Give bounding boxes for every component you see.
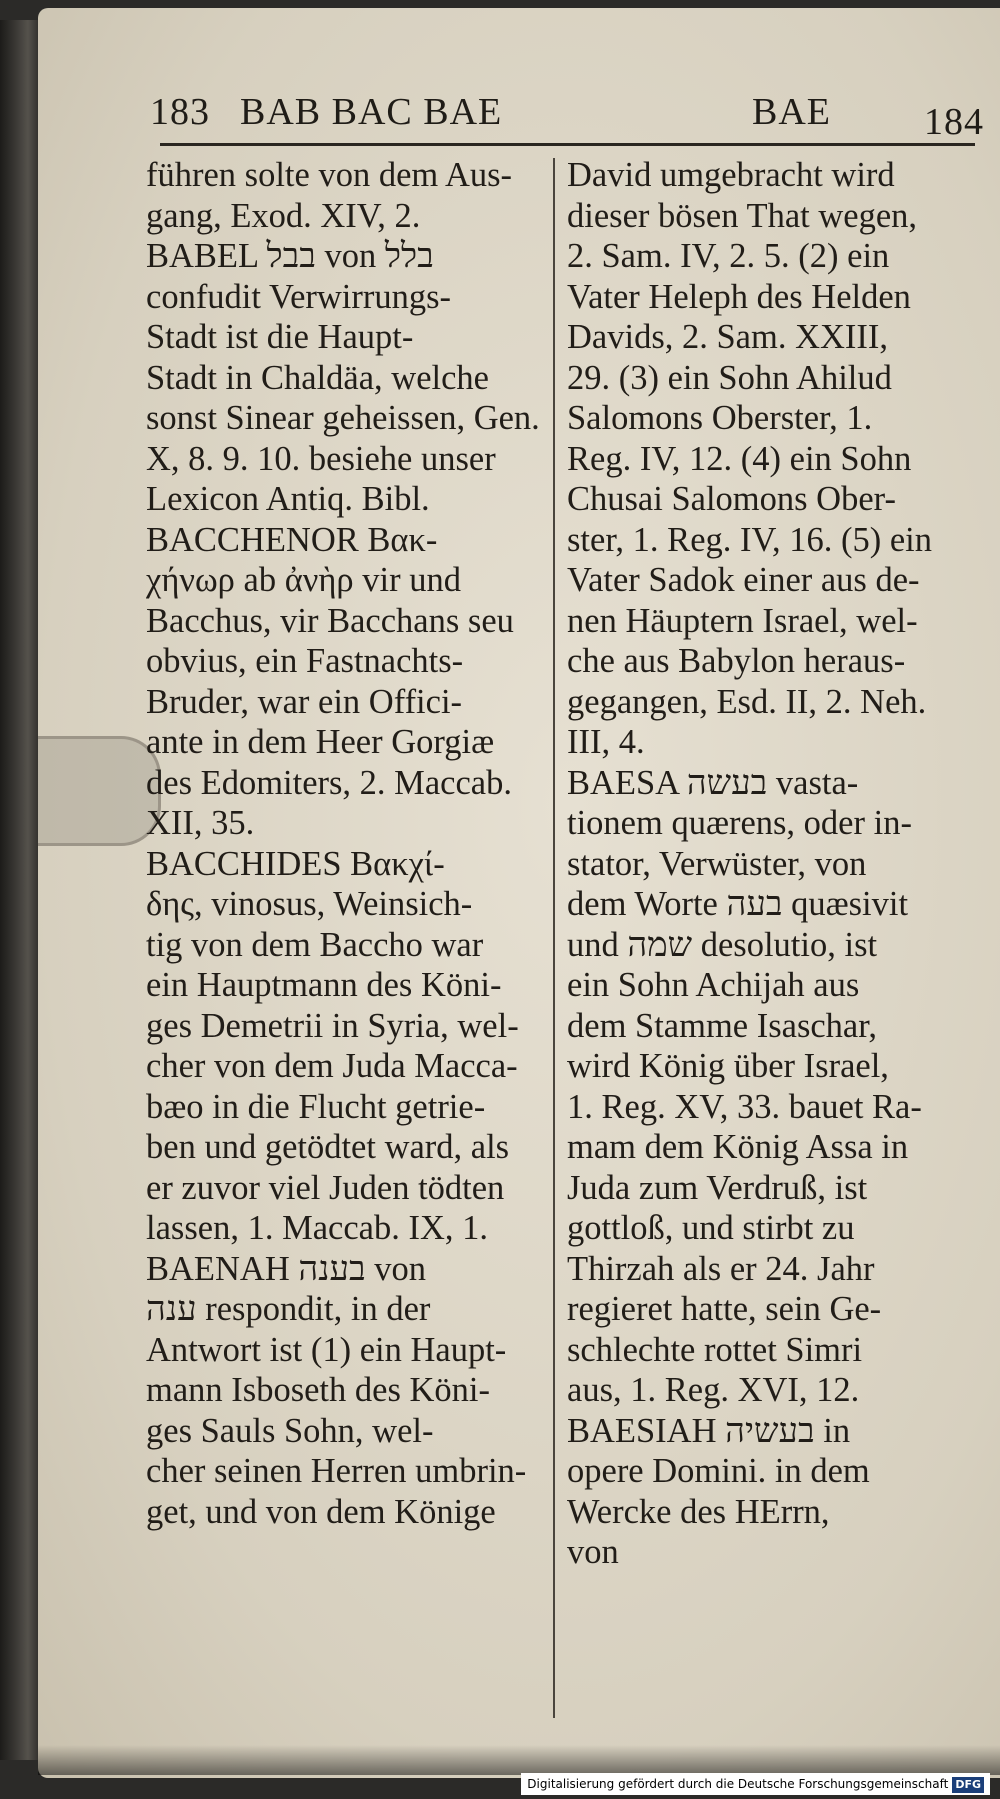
digitization-credit [521, 1773, 990, 1795]
text-line: von [567, 1533, 619, 1571]
left-page-number: 183 [150, 91, 210, 133]
text-line: ein Hauptmann des Köni- [146, 966, 502, 1004]
text-line: Lexicon Antiq. Bibl. [146, 480, 430, 518]
text-line: Stadt in Chaldäa, welche [146, 358, 489, 397]
text-line: XII, 35. [146, 804, 255, 842]
text-line: BACCHENOR Βακ- [146, 520, 438, 559]
text-line: und שמה desolutio, ist [567, 925, 878, 964]
text-line: mann Isboseth des Köni- [146, 1371, 490, 1409]
text-line: confudit Verwirrungs- [146, 277, 452, 316]
text-line: BABEL בבל von בלל [146, 237, 434, 275]
text-line: David umgebracht wird [567, 156, 895, 194]
text-line: obvius, ein Fastnachts- [146, 642, 464, 680]
text-line: nen Häuptern Israel, wel- [567, 601, 918, 640]
text-line: bæo in die Flucht getrie- [146, 1087, 486, 1126]
left-header-keywords: BAB BAC BAE [240, 91, 503, 133]
text-line: Antwort ist (1) ein Haupt- [146, 1330, 507, 1369]
text-line: 29. (3) ein Sohn Ahilud [567, 358, 892, 397]
text-line: Reg. IV, 12. (4) ein Sohn [567, 439, 912, 478]
text-line: dem Stamme Isaschar, [567, 1006, 877, 1045]
page-tab-marker [38, 736, 161, 846]
left-text-column [146, 155, 544, 1532]
text-line: Chusai Salomons Ober- [567, 480, 896, 518]
text-line: mam dem König Assa in [567, 1128, 909, 1166]
text-line: 2. Sam. IV, 2. 5. (2) ein [567, 237, 890, 275]
text-line: tig von dem Baccho war [146, 925, 484, 964]
text-line: 1. Reg. XV, 33. bauet Ra- [567, 1087, 922, 1126]
text-line: get, und von dem Könige [146, 1492, 496, 1531]
text-line: Bacchus, vir Bacchans seu [146, 601, 514, 640]
book-edge [0, 20, 40, 1760]
right-header-keyword: BAE [752, 91, 831, 133]
right-text-column [567, 155, 967, 1573]
text-line: wird König über Israel, [567, 1047, 889, 1085]
text-line: des Edomiters, 2. Maccab. [146, 763, 512, 802]
text-line: χήνωρ ab ἀνὴρ vir und [146, 561, 461, 599]
text-line: δης, vinosus, Weinsich- [146, 885, 473, 923]
text-line: ein Sohn Achijah aus [567, 966, 860, 1004]
text-line: III, 4. [567, 723, 645, 761]
text-line: Wercke des HErrn, [567, 1492, 830, 1531]
text-line: dieser bösen That wegen, [567, 196, 918, 235]
text-line: X, 8. 9. 10. besiehe unser [146, 439, 496, 478]
text-line: Thirzah als er 24. Jahr [567, 1249, 875, 1288]
text-line: Davids, 2. Sam. XXIII, [567, 318, 888, 356]
text-line: schlechte rottet Simri [567, 1330, 863, 1369]
text-line: Vater Sadok einer aus de- [567, 561, 920, 599]
text-line: gang, Exod. XIV, 2. [146, 196, 421, 235]
right-page-number: 184 [924, 101, 984, 143]
text-line: lassen, 1. Maccab. IX, 1. [146, 1209, 489, 1247]
text-line: sonst Sinear geheissen, Gen. [146, 399, 540, 437]
text-line: gegangen, Esd. II, 2. Neh. [567, 682, 927, 721]
text-line: gottloß, und stirbt zu [567, 1209, 855, 1247]
text-line: stator, Verwüster, von [567, 844, 867, 883]
text-line: er zuvor viel Juden tödten [146, 1168, 505, 1207]
text-line: BAESIAH בעשיה in [567, 1411, 851, 1450]
credit-text: Digitalisierung gefördert durch die Deutsche Forschungsgemeinschaft [527, 1777, 949, 1791]
text-line: dem Worte בעה quæsivit [567, 885, 909, 923]
text-line: regieret hatte, sein Ge- [567, 1290, 882, 1328]
text-line: ges Sauls Sohn, wel- [146, 1411, 434, 1450]
text-line: ster, 1. Reg. IV, 16. (5) ein [567, 520, 932, 559]
text-line: cher von dem Juda Macca- [146, 1047, 518, 1085]
text-line: führen solte von dem Aus- [146, 156, 513, 194]
text-line: ben und getödtet ward, als [146, 1128, 510, 1166]
text-line: ante in dem Heer Gorgiæ [146, 723, 495, 761]
text-line: opere Domini. in dem [567, 1452, 870, 1490]
text-line: tionem quærens, oder in- [567, 804, 912, 842]
column-divider [553, 158, 555, 1718]
text-line: ענה respondit, in der [146, 1290, 431, 1328]
text-line: Bruder, war ein Offici- [146, 682, 463, 721]
header-rule [160, 143, 975, 146]
text-line: Stadt ist die Haupt- [146, 318, 414, 356]
dfg-logo: DFG [952, 1777, 984, 1793]
text-line: aus, 1. Reg. XVI, 12. [567, 1371, 860, 1409]
text-line: BACCHIDES Βακχί- [146, 844, 445, 883]
text-line: BAENAH בענה von [146, 1249, 426, 1288]
text-line: Juda zum Verdruß, ist [567, 1168, 868, 1207]
text-line: Vater Heleph des Helden [567, 277, 911, 316]
text-line: cher seinen Herren umbrin- [146, 1452, 527, 1490]
text-line: Salomons Oberster, 1. [567, 399, 873, 437]
text-line: che aus Babylon heraus- [567, 642, 906, 680]
page-bottom-shadow [38, 1745, 1000, 1775]
text-line: ges Demetrii in Syria, wel- [146, 1006, 519, 1045]
text-line: BAESA בעשה vasta- [567, 763, 859, 802]
